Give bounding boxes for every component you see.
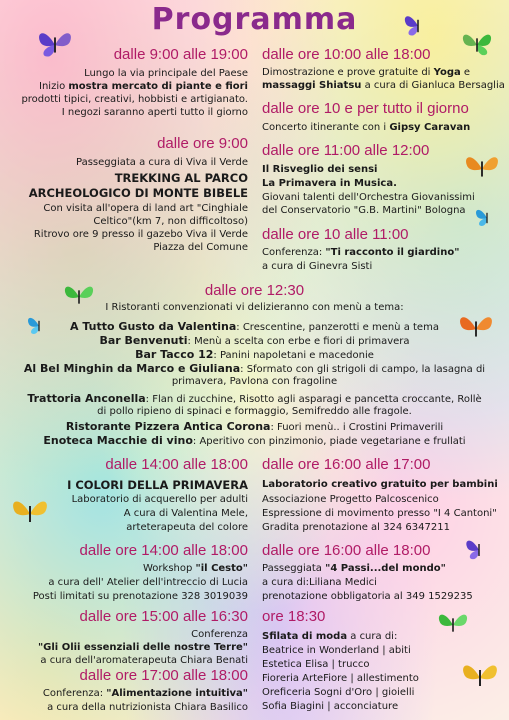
event-text: del Conservatorio "G.B. Martini" Bologna [262, 205, 466, 216]
time-label: dalle ore 9:00 [157, 135, 248, 152]
event-text: Inizio mostra mercato di piante e fiori [39, 81, 248, 92]
event-text: a cura dell'aromaterapeuta Chiara Benati [40, 655, 248, 666]
event-text: I Ristoranti convenzionati vi delizieranno con menù a tema: [105, 302, 404, 313]
event-text: Sofia Biagini | acconciature [262, 701, 399, 712]
event-text: Giovani talenti dell'Orchestra Giovanissimi [262, 192, 475, 203]
time-label: dalle ore 10 alle 11:00 [262, 226, 409, 243]
event-text: Passeggiata "4 Passi...del mondo" [262, 563, 446, 574]
event-text: a cura di:Liliana Medici [262, 577, 377, 588]
event-text: massaggi Shiatsu a cura di Gianluca Bersaglia [262, 80, 505, 91]
event-text: Beatrice in Wonderland | abiti [262, 645, 411, 656]
butterfly-icon [402, 12, 434, 40]
event-text: Dimostrazione e prove gratuite di Yoga e [262, 67, 471, 78]
time-label: dalle ore 16:00 alle 17:00 [262, 456, 431, 473]
event-text: a cura della nutrizionista Chiara Basilico [47, 702, 248, 713]
restaurant-item: Bar Tacco 12: Panini napoletani e macedonie [135, 348, 374, 361]
event-heading: Laboratorio creativo gratuito per bambini [262, 479, 498, 490]
time-label: dalle 14:00 alle 18:00 [105, 456, 248, 473]
event-text: Piazza del Comune [153, 242, 248, 253]
time-label: dalle ore 10:00 alle 18:00 [262, 46, 431, 63]
event-text: Conferenza: "Ti racconto il giardino" [262, 247, 460, 258]
event-text: Workshop "il Cesto" [143, 563, 248, 574]
restaurant-item: A Tutto Gusto da Valentina: Crescentine, panzerotti e menù a tema [70, 320, 439, 333]
event-heading: ARCHEOLOGICO DI MONTE BIBELE [28, 186, 248, 200]
event-heading: La Primavera in Musica. [262, 178, 397, 189]
event-text: A cura di Valentina Mele, [123, 508, 248, 519]
restaurant-item: di pollo ripieno di spinaci e formaggio, Semifreddo alle fragole. [97, 406, 412, 417]
event-text: Passeggiata a cura di Viva il Verde [76, 157, 248, 168]
event-text: Sfilata di moda a cura di: [262, 631, 398, 642]
page-title: Programma [151, 2, 358, 37]
event-text: a cura dell' Atelier dell'intreccio di Lucia [48, 577, 248, 588]
event-text: Fioreria ArteFiore | allestimento [262, 673, 419, 684]
restaurant-item: Al Bel Minghin da Marco e Giuliana: Sformato con gli strigoli di campo, la lasagna di [23, 362, 486, 375]
event-text: Laboratorio di acquerello per adulti [71, 494, 248, 505]
restaurant-item: primavera, Pavlona con fragoline [171, 376, 338, 387]
event-text: Celtico"(km 7, non difficoltoso) [93, 216, 248, 227]
event-text: Conferenza [191, 629, 248, 640]
restaurant-item: Ristorante Pizzera Antica Corona: Fuori menù.. i Crostini Primaverili [65, 420, 444, 433]
time-label: dalle ore 11:00 alle 12:00 [262, 142, 430, 159]
event-text: Con visita all'opera di land art "Cinghiale [43, 203, 248, 214]
time-label: dalle ore 17:00 alle 18:00 [79, 667, 248, 684]
restaurant-item: Enoteca Macchie di vino: Aperitivo con pinzimonio, piade vegetariane e frullati [43, 434, 466, 447]
event-text: a cura di Ginevra Sisti [262, 261, 373, 272]
event-text: Ritrovo ore 9 presso il gazebo Viva il Verde [33, 229, 248, 240]
time-label: dalle ore 15:00 alle 16:30 [79, 608, 248, 625]
time-label: dalle ore 16:00 alle 18:00 [262, 542, 431, 559]
event-heading: Il Risveglio dei sensi [262, 164, 378, 175]
time-label: dalle ore 12:30 [204, 282, 305, 299]
event-text: Estetica Elisa | trucco [262, 659, 370, 670]
time-label: dalle 9:00 alle 19:00 [113, 46, 248, 63]
event-text: Posti limitati su prenotazione 328 3019039 [32, 591, 248, 602]
event-text: prodotti tipici, creativi, hobbisti e artigianato. [21, 94, 248, 105]
event-text: I negozi saranno aperti tutto il giorno [61, 107, 248, 118]
time-label: ore 18:30 [262, 608, 326, 625]
event-heading: "Gli Olii essenziali delle nostre Terre" [37, 642, 248, 653]
event-heading: TREKKING AL PARCO [114, 171, 248, 185]
event-text: Conferenza: "Alimentazione intuitiva" [42, 688, 248, 699]
event-text: arteterapeuta del colore [126, 522, 248, 533]
event-text: Gradita prenotazione al 324 6347211 [262, 522, 450, 533]
event-text: Lungo la via principale del Paese [84, 68, 248, 79]
event-text: Associazione Progetto Palcoscenico [262, 494, 439, 505]
event-text: Concerto itinerante con i Gipsy Caravan [262, 122, 471, 133]
event-text: prenotazione obbligatoria al 349 1529235 [262, 591, 473, 602]
event-heading: I COLORI DELLA PRIMAVERA [67, 478, 248, 492]
time-label: dalle ore 10 e per tutto il giorno [262, 100, 469, 117]
restaurant-item: Bar Benvenuti: Menù a scelta con erbe e fiori di primavera [99, 334, 410, 347]
restaurant-item: Trattoria Anconella: Flan di zucchine, Risotto agli asparagi e pancetta croccante, Rollè [27, 392, 482, 405]
event-text: Oreficeria Sogni d'Oro | gioielli [262, 687, 415, 698]
time-label: dalle ore 14:00 alle 18:00 [79, 542, 248, 559]
event-text: Espressione di movimento presso "I 4 Cantoni" [262, 508, 497, 519]
